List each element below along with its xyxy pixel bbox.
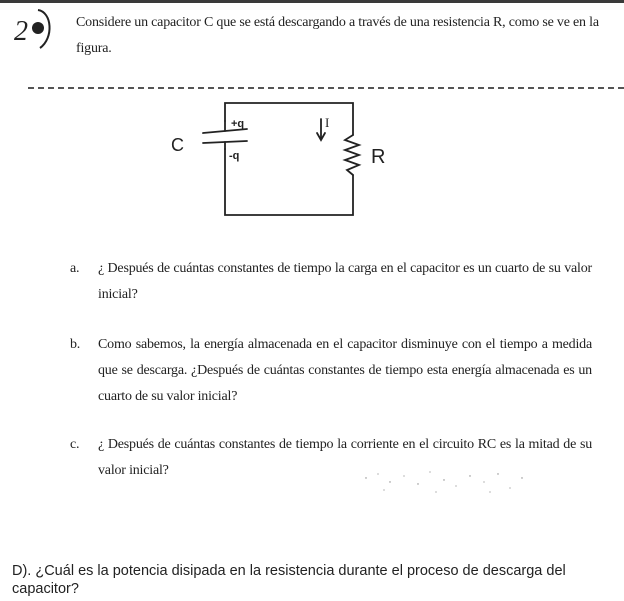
plate-top-label: +q — [231, 118, 245, 130]
question-number: 2 — [14, 16, 28, 47]
part-b-letter: b. — [70, 337, 81, 352]
part-c-text: ¿ Después de cuántas constantes de tiempo la corriente en el circuito RC es la mitad de su valor inicial? — [98, 437, 592, 478]
part-b-text: Como sabemos, la energía almacenada en el capacitor disminuye con el tiempo a medida que se descarga. ¿Después de cuántas constantes de tiempo esta energía almacenada es un cuarto de su valor inicial? — [98, 337, 592, 404]
scan-noise — [360, 468, 530, 496]
resistor-label: R — [371, 146, 386, 168]
top-border — [0, 0, 624, 3]
part-d-text: D). ¿Cuál es la potencia disipada en la resistencia durante el proceso de descarga del capacitor? — [12, 563, 566, 597]
current-label: I — [325, 115, 330, 130]
section-divider — [28, 87, 624, 89]
rc-circuit-diagram — [165, 95, 405, 225]
capacitor-label: C — [171, 135, 184, 155]
question-intro: Considere un capacitor C que se está descargando a través de una resistencia R, como se ve en la figura. — [76, 15, 599, 56]
part-a — [70, 256, 592, 308]
part-c-letter: c. — [70, 437, 80, 452]
part-a-text: ¿ Después de cuántas constantes de tiempo la carga en el capacitor es un cuarto de su valor inicial? — [98, 261, 592, 302]
wire-bottom — [225, 149, 353, 215]
question-number-mark — [8, 8, 56, 50]
plate-bottom-label: -q — [229, 150, 240, 162]
part-a-letter: a. — [70, 261, 80, 276]
resistor-zigzag — [345, 135, 359, 175]
wire-top-left — [225, 103, 353, 135]
part-b — [70, 332, 592, 410]
